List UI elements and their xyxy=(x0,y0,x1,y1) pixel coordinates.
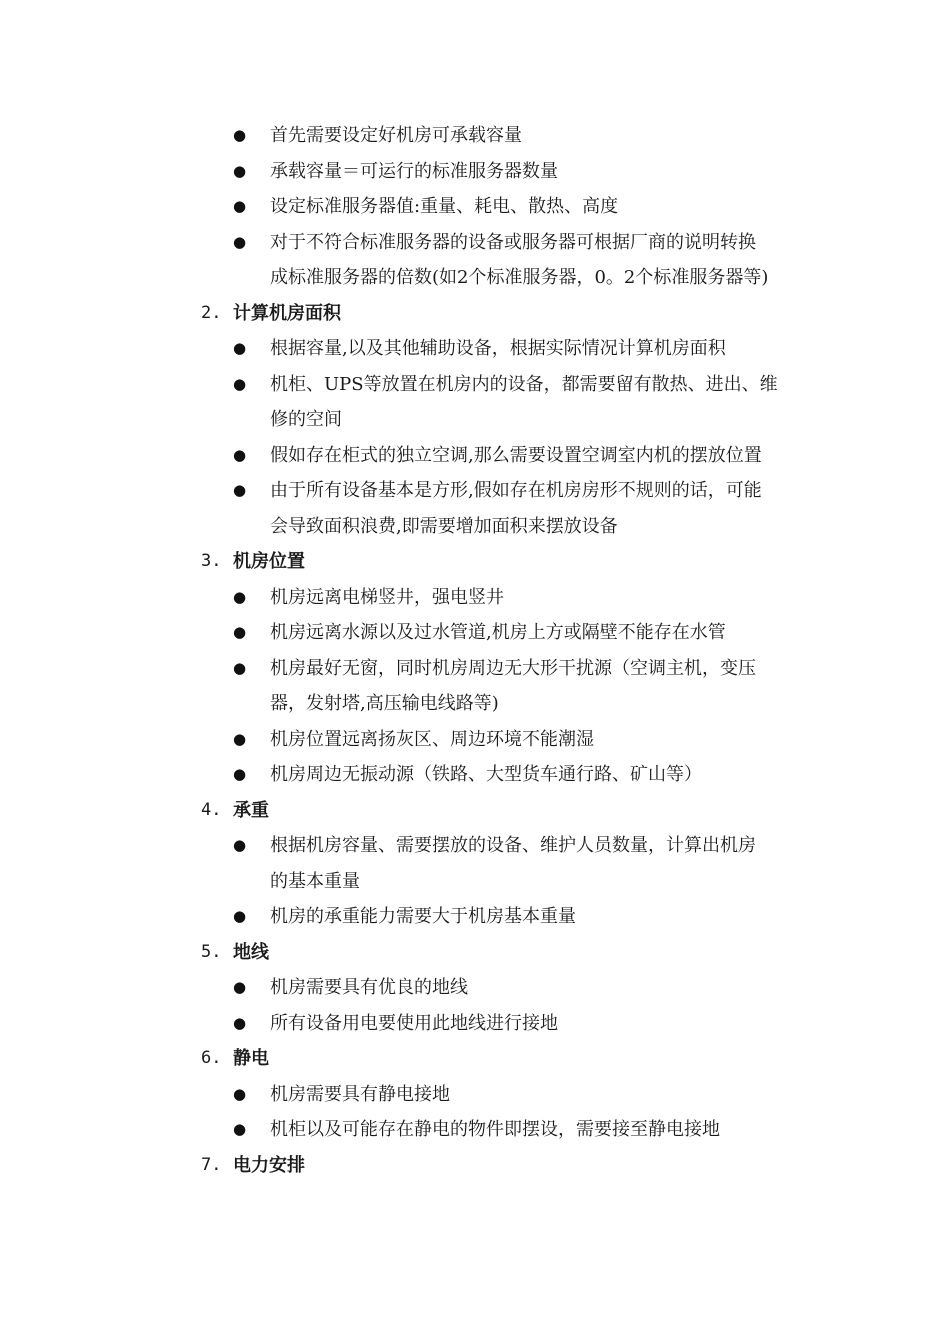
section-title: 计算机房面积 xyxy=(233,302,341,324)
section-title: 机房位置 xyxy=(233,551,305,572)
section-heading xyxy=(0,1041,950,1077)
bullet-text: 所有设备用电要使用此地线进行接地 xyxy=(270,1012,558,1034)
bullet-item-continuation xyxy=(0,686,950,722)
section-heading xyxy=(0,935,950,971)
bullet-dot-icon: ● xyxy=(233,232,247,251)
bullet-text: 承载容量＝可运行的标准服务器数量 xyxy=(270,160,558,182)
bullet-text: 机房周边无振动源（铁路、大型货车通行路、矿山等） xyxy=(270,764,702,785)
bullet-item xyxy=(0,118,950,154)
section-number: 7. xyxy=(201,1154,222,1175)
bullet-dot-icon: ● xyxy=(233,161,247,180)
bullet-dot-icon: ● xyxy=(233,836,247,854)
bullet-item xyxy=(0,473,950,509)
bullet-item xyxy=(0,1077,950,1113)
bullet-dot-icon: ● xyxy=(233,445,247,464)
bullet-dot-icon: ● xyxy=(233,587,247,606)
bullet-dot-icon: ● xyxy=(233,339,247,357)
bullet-text: 机柜、UPS等放置在机房内的设备，都需要留有散热、进出、维 xyxy=(270,373,778,395)
section-number: 4. xyxy=(201,799,222,820)
bullet-text: 机房位置远离扬灰区、周边环境不能潮湿 xyxy=(270,728,594,750)
bullet-dot-icon: ● xyxy=(233,374,247,393)
section-title: 地线 xyxy=(233,941,269,963)
bullet-text: 机房需要具有静电接地 xyxy=(270,1083,450,1105)
bullet-item xyxy=(0,757,950,793)
bullet-item xyxy=(0,899,950,935)
bullet-text: 机房最好无窗，同时机房周边无大形干扰源（空调主机，变压 xyxy=(270,657,756,679)
bullet-text: 由于所有设备基本是方形,假如存在机房房形不规则的话，可能 xyxy=(270,480,762,501)
bullet-dot-icon: ● xyxy=(233,481,247,499)
bullet-dot-icon: ● xyxy=(233,126,247,144)
bullet-dot-icon: ● xyxy=(233,765,247,783)
bullet-item xyxy=(0,722,950,758)
bullet-dot-icon: ● xyxy=(233,1120,247,1138)
bullet-item xyxy=(0,331,950,367)
section-title: 电力安排 xyxy=(233,1154,305,1176)
section-number: 6. xyxy=(201,1048,222,1068)
bullet-text: 成标准服务器的倍数(如2个标准服务器，0。2个标准服务器等) xyxy=(270,267,769,288)
bullet-item xyxy=(0,225,950,261)
bullet-text: 器，发射塔,高压输电线路等) xyxy=(270,693,499,714)
bullet-item xyxy=(0,189,950,225)
bullet-text: 设定标准服务器值:重量、耗电、散热、高度 xyxy=(270,196,619,217)
bullet-item xyxy=(0,580,950,616)
bullet-text: 会导致面积浪费,即需要增加面积来摆放设备 xyxy=(270,515,618,537)
bullet-text: 对于不符合标准服务器的设备或服务器可根据厂商的说明转换 xyxy=(270,231,756,253)
bullet-text: 机房远离电梯竖井，强电竖井 xyxy=(270,586,504,608)
bullet-item xyxy=(0,154,950,190)
bullet-item xyxy=(0,651,950,687)
bullet-item-continuation xyxy=(0,260,950,296)
bullet-dot-icon: ● xyxy=(233,623,247,641)
bullet-text: 根据机房容量、需要摆放的设备、维护人员数量，计算出机房 xyxy=(270,835,756,856)
section-heading xyxy=(0,296,950,332)
bullet-dot-icon: ● xyxy=(233,907,247,925)
bullet-dot-icon: ● xyxy=(233,1013,247,1032)
section-heading xyxy=(0,1148,950,1184)
bullet-text: 机房的承重能力需要大于机房基本重量 xyxy=(270,906,576,927)
section-number: 5. xyxy=(201,941,222,962)
bullet-dot-icon: ● xyxy=(233,658,247,677)
bullet-item xyxy=(0,438,950,474)
section-title: 静电 xyxy=(233,1048,269,1069)
document-page xyxy=(0,118,950,1183)
bullet-dot-icon: ● xyxy=(233,197,247,215)
bullet-text: 根据容量,以及其他辅助设备，根据实际情况计算机房面积 xyxy=(270,338,726,359)
bullet-item xyxy=(0,970,950,1006)
bullet-dot-icon: ● xyxy=(233,1084,247,1103)
bullet-item xyxy=(0,1112,950,1148)
bullet-item xyxy=(0,615,950,651)
bullet-item xyxy=(0,828,950,864)
bullet-text: 修的空间 xyxy=(270,409,342,430)
bullet-text: 机房远离水源以及过水管道,机房上方或隔壁不能存在水管 xyxy=(270,622,726,643)
bullet-item xyxy=(0,367,950,403)
bullet-item xyxy=(0,1006,950,1042)
bullet-text: 假如存在柜式的独立空调,那么需要设置空调室内机的摆放位置 xyxy=(270,444,762,466)
section-number: 3. xyxy=(201,551,222,571)
bullet-dot-icon: ● xyxy=(233,978,247,996)
bullet-text: 首先需要设定好机房可承载容量 xyxy=(270,125,522,146)
bullet-text: 机房需要具有优良的地线 xyxy=(270,977,468,998)
section-heading xyxy=(0,793,950,829)
section-heading xyxy=(0,544,950,580)
section-number: 2. xyxy=(201,302,222,323)
bullet-item-continuation xyxy=(0,402,950,438)
bullet-text: 机柜以及可能存在静电的物件即摆设，需要接至静电接地 xyxy=(270,1119,720,1140)
bullet-text: 的基本重量 xyxy=(270,870,360,892)
section-title: 承重 xyxy=(233,799,269,821)
bullet-item-continuation xyxy=(0,864,950,900)
bullet-dot-icon: ● xyxy=(233,729,247,748)
bullet-item-continuation xyxy=(0,509,950,545)
